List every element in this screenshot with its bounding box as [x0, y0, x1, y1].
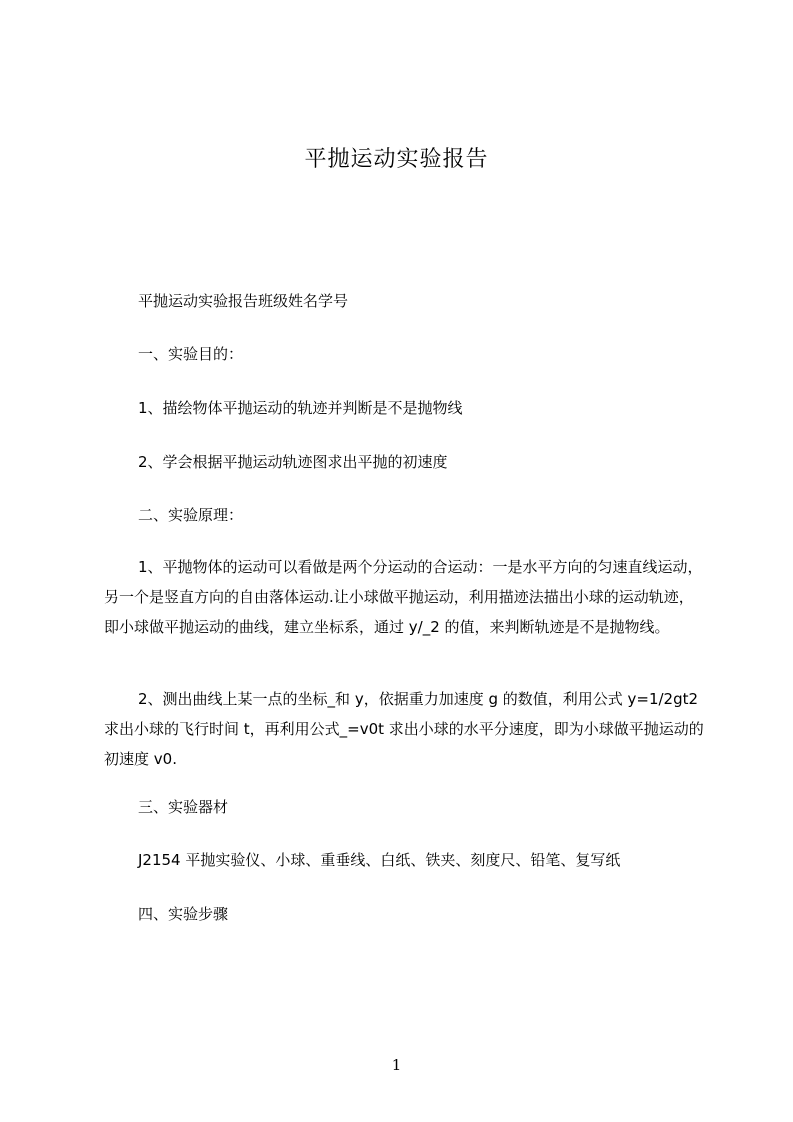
purpose-item-1: 1、描绘物体平抛运动的轨迹并判断是不是抛物线	[138, 399, 463, 417]
section-heading-purpose: 一、实验目的：	[138, 345, 244, 363]
principle-paragraph-2: 2、测出曲线上某一点的坐标_和 y，依据重力加速度 g 的数值，利用公式 y=1/2gt2 求出小球的飞行时间 t，再利用公式_=v0t 求出小球的水平分速度，即为小球做平抛运动的初速度 v0.	[104, 690, 704, 768]
section-heading-principle: 二、实验原理：	[138, 506, 244, 524]
principle-paragraph-1: 1、平抛物体的运动可以看做是两个分运动的合运动：一是水平方向的匀速直线运动，另一个是竖直方向的自由落体运动.让小球做平抛运动，利用描迹法描出小球的运动轨迹，即小球做平抛运动的曲线，建立坐标系，通过 y/_2 的值，来判断轨迹是不是抛物线。	[104, 558, 703, 636]
header-line: 平抛运动实验报告班级姓名学号	[138, 292, 349, 310]
page-number: 1	[391, 1056, 402, 1074]
document-title: 平抛运动实验报告	[304, 147, 489, 172]
purpose-item-2: 2、学会根据平抛运动轨迹图求出平抛的初速度	[138, 453, 448, 471]
section-heading-equipment: 三、实验器材	[138, 798, 229, 816]
equipment-list: J2154 平抛实验仪、小球、重垂线、白纸、铁夹、刻度尺、铅笔、复写纸	[138, 851, 621, 869]
section-heading-steps: 四、实验步骤	[138, 905, 229, 923]
